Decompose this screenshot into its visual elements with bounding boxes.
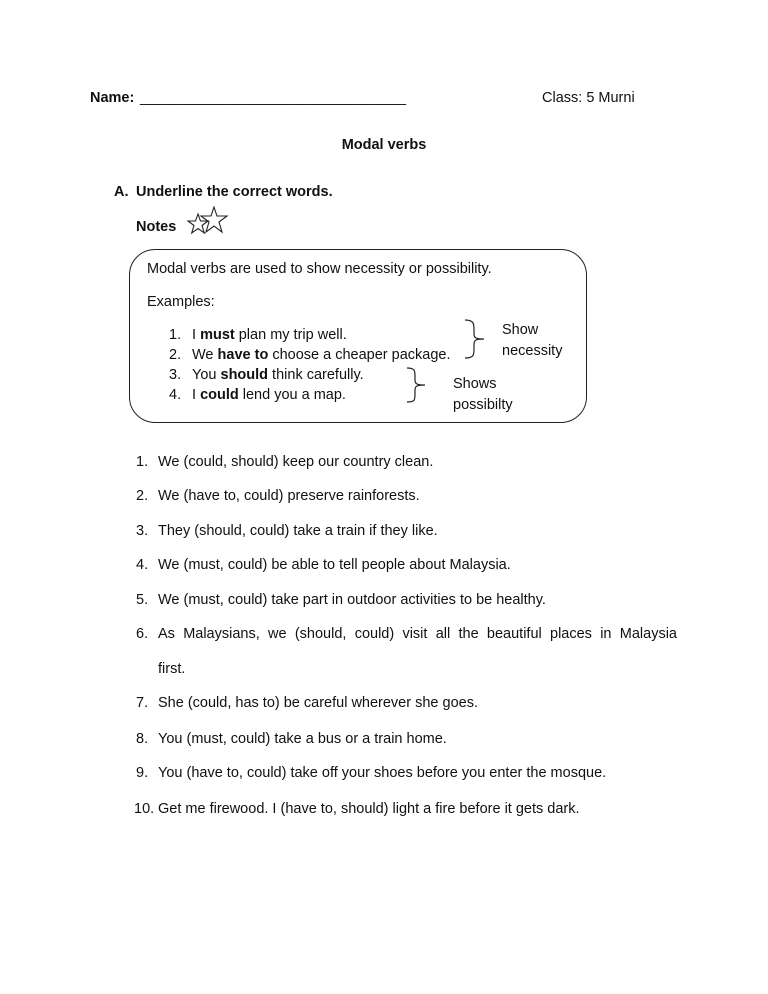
example-item: I must plan my trip well.	[192, 327, 347, 343]
question-text[interactable]: They (should, could) take a train if they like.	[158, 523, 438, 539]
question-text[interactable]: We (must, could) take part in outdoor activities to be healthy.	[158, 592, 546, 608]
question-number: 9.	[136, 765, 149, 781]
question-text[interactable]: She (could, has to) be careful wherever she goes.	[158, 695, 478, 711]
question-text[interactable]: As Malaysians, we (should, could) visit all the beautiful places in Malaysia	[158, 626, 677, 642]
question-text[interactable]: We (could, should) keep our country clean.	[158, 454, 434, 470]
question-number: 1.	[136, 454, 149, 470]
right-brace-icon	[462, 318, 488, 360]
necessity-label: Show necessity	[502, 322, 563, 359]
class-label: Class: 5 Murni	[542, 90, 635, 106]
example-number: 3.	[169, 367, 182, 383]
question-number: 10.	[134, 801, 155, 817]
question-text-continued: first.	[158, 661, 186, 677]
stars-icon	[186, 206, 230, 244]
example-item: I could lend you a map.	[192, 387, 346, 403]
example-item: We have to choose a cheaper package.	[192, 347, 451, 363]
question-number: 6.	[136, 626, 149, 642]
possibility-label: Shows possibilty	[453, 376, 513, 413]
notes-intro: Modal verbs are used to show necessity or possibility.	[147, 261, 492, 277]
question-number: 3.	[136, 523, 149, 539]
example-item: You should think carefully.	[192, 367, 364, 383]
question-text[interactable]: We (must, could) be able to tell people about Malaysia.	[158, 557, 511, 573]
question-text[interactable]: You (must, could) take a bus or a train home.	[158, 731, 447, 747]
example-number: 1.	[169, 327, 182, 343]
question-text[interactable]: You (have to, could) take off your shoes before you enter the mosque.	[158, 765, 607, 781]
question-number: 2.	[136, 488, 149, 504]
section-instruction: Underline the correct words.	[136, 184, 333, 200]
question-number: 4.	[136, 557, 149, 573]
question-number: 8.	[136, 731, 149, 747]
question-text[interactable]: Get me firewood. I (have to, should) light a fire before it gets dark.	[158, 801, 580, 817]
name-label: Name:	[90, 90, 135, 106]
two-stars-icon	[186, 206, 230, 240]
example-number: 4.	[169, 387, 182, 403]
question-number: 5.	[136, 592, 149, 608]
question-number: 7.	[136, 695, 149, 711]
section-letter: A.	[114, 184, 129, 200]
page-title: Modal verbs	[341, 137, 427, 153]
notes-label: Notes	[136, 219, 177, 235]
examples-label: Examples:	[147, 294, 215, 310]
question-text[interactable]: We (have to, could) preserve rainforests.	[158, 488, 420, 504]
right-brace-icon	[404, 366, 430, 404]
name-blank-line[interactable]: _________________________________	[140, 90, 407, 106]
example-number: 2.	[169, 347, 182, 363]
